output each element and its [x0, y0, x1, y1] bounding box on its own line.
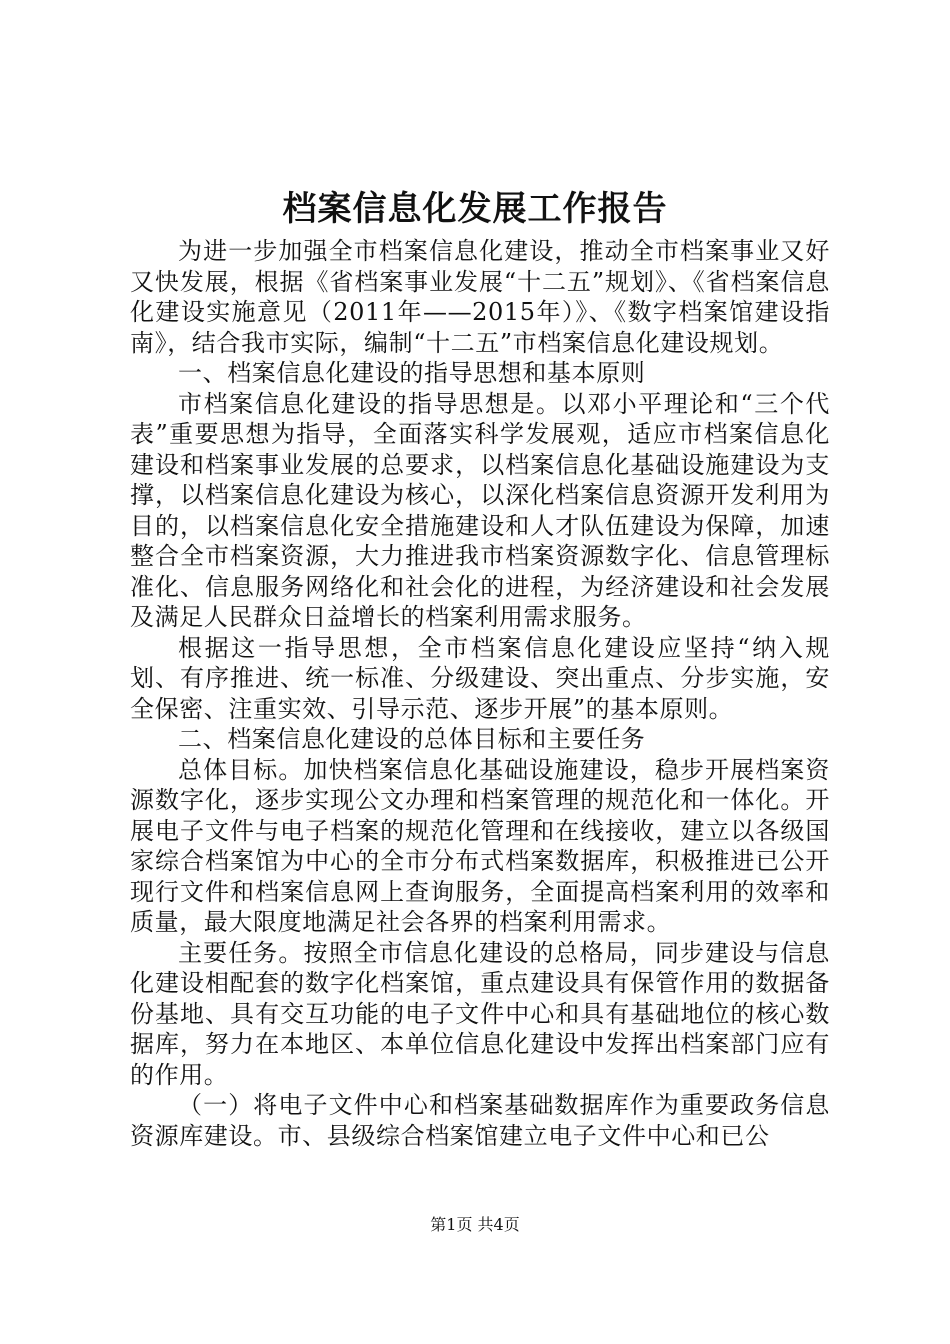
page-footer: 第1页 共4页 — [430, 1215, 520, 1234]
section-heading-2: 二、档案信息化建设的总体目标和主要任务 — [178, 725, 646, 753]
paragraph-intro: 为进一步加强全市档案信息化建设，推动全市档案事业又好又快发展，根据《省档案事业发展“十二五”规划》、《省档案信息化建设实施意见（2011年——2015年）》、《数字档案馆建设指南》，结合我市实际，编制“十二五”市档案信息化建设规划。 — [130, 237, 830, 357]
paragraph-main-tasks: 主要任务。按照全市信息化建设的总格局，同步建设与信息化建设相配套的数字化档案馆，重点建设具有保管作用的数据备份基地、具有交互功能的电子文件中心和具有基础地位的核心数据库，努力在本地区、本单位信息化建设中发挥出档案部门应有的作用。 — [130, 938, 830, 1089]
document-body — [130, 236, 830, 1151]
document-title: 档案信息化发展工作报告 — [282, 189, 668, 229]
paragraph-overall-goal: 总体目标。加快档案信息化基础设施建设，稳步开展档案资源数字化，逐步实现公文办理和档案管理的规范化和一体化。开展电子文件与电子档案的规范化管理和在线接收，建立以各级国家综合档案馆为中心的全市分布式档案数据库，积极推进已公开现行文件和档案信息网上查询服务，全面提高档案利用的效率和质量，最大限度地满足社会各界的档案利用需求。 — [130, 755, 830, 936]
paragraph-guiding-thought: 市档案信息化建设的指导思想是。以邓小平理论和“三个代表”重要思想为指导，全面落实科学发展观，适应市档案信息化建设和档案事业发展的总要求，以档案信息化基础设施建设为支撑，以档案信息化建设为核心，以深化档案信息资源开发利用为目的，以档案信息化安全措施建设和人才队伍建设为保障，加速整合全市档案资源，大力推进我市档案资源数字化、信息管理标准化、信息服务网络化和社会化的进程，为经济建设和社会发展及满足人民群众日益增长的档案利用需求服务。 — [130, 389, 830, 631]
section-heading-1: 一、档案信息化建设的指导思想和基本原则 — [178, 359, 646, 387]
paragraph-basic-principles: 根据这一指导思想，全市档案信息化建设应坚持“纳入规划、有序推进、统一标准、分级建设、突出重点、分步实施，安全保密、注重实效、引导示范、逐步开展”的基本原则。 — [130, 633, 830, 723]
paragraph-item-1: （一）将电子文件中心和档案基础数据库作为重要政务信息资源库建设。市、县级综合档案馆建立电子文件中心和已公 — [130, 1091, 830, 1150]
